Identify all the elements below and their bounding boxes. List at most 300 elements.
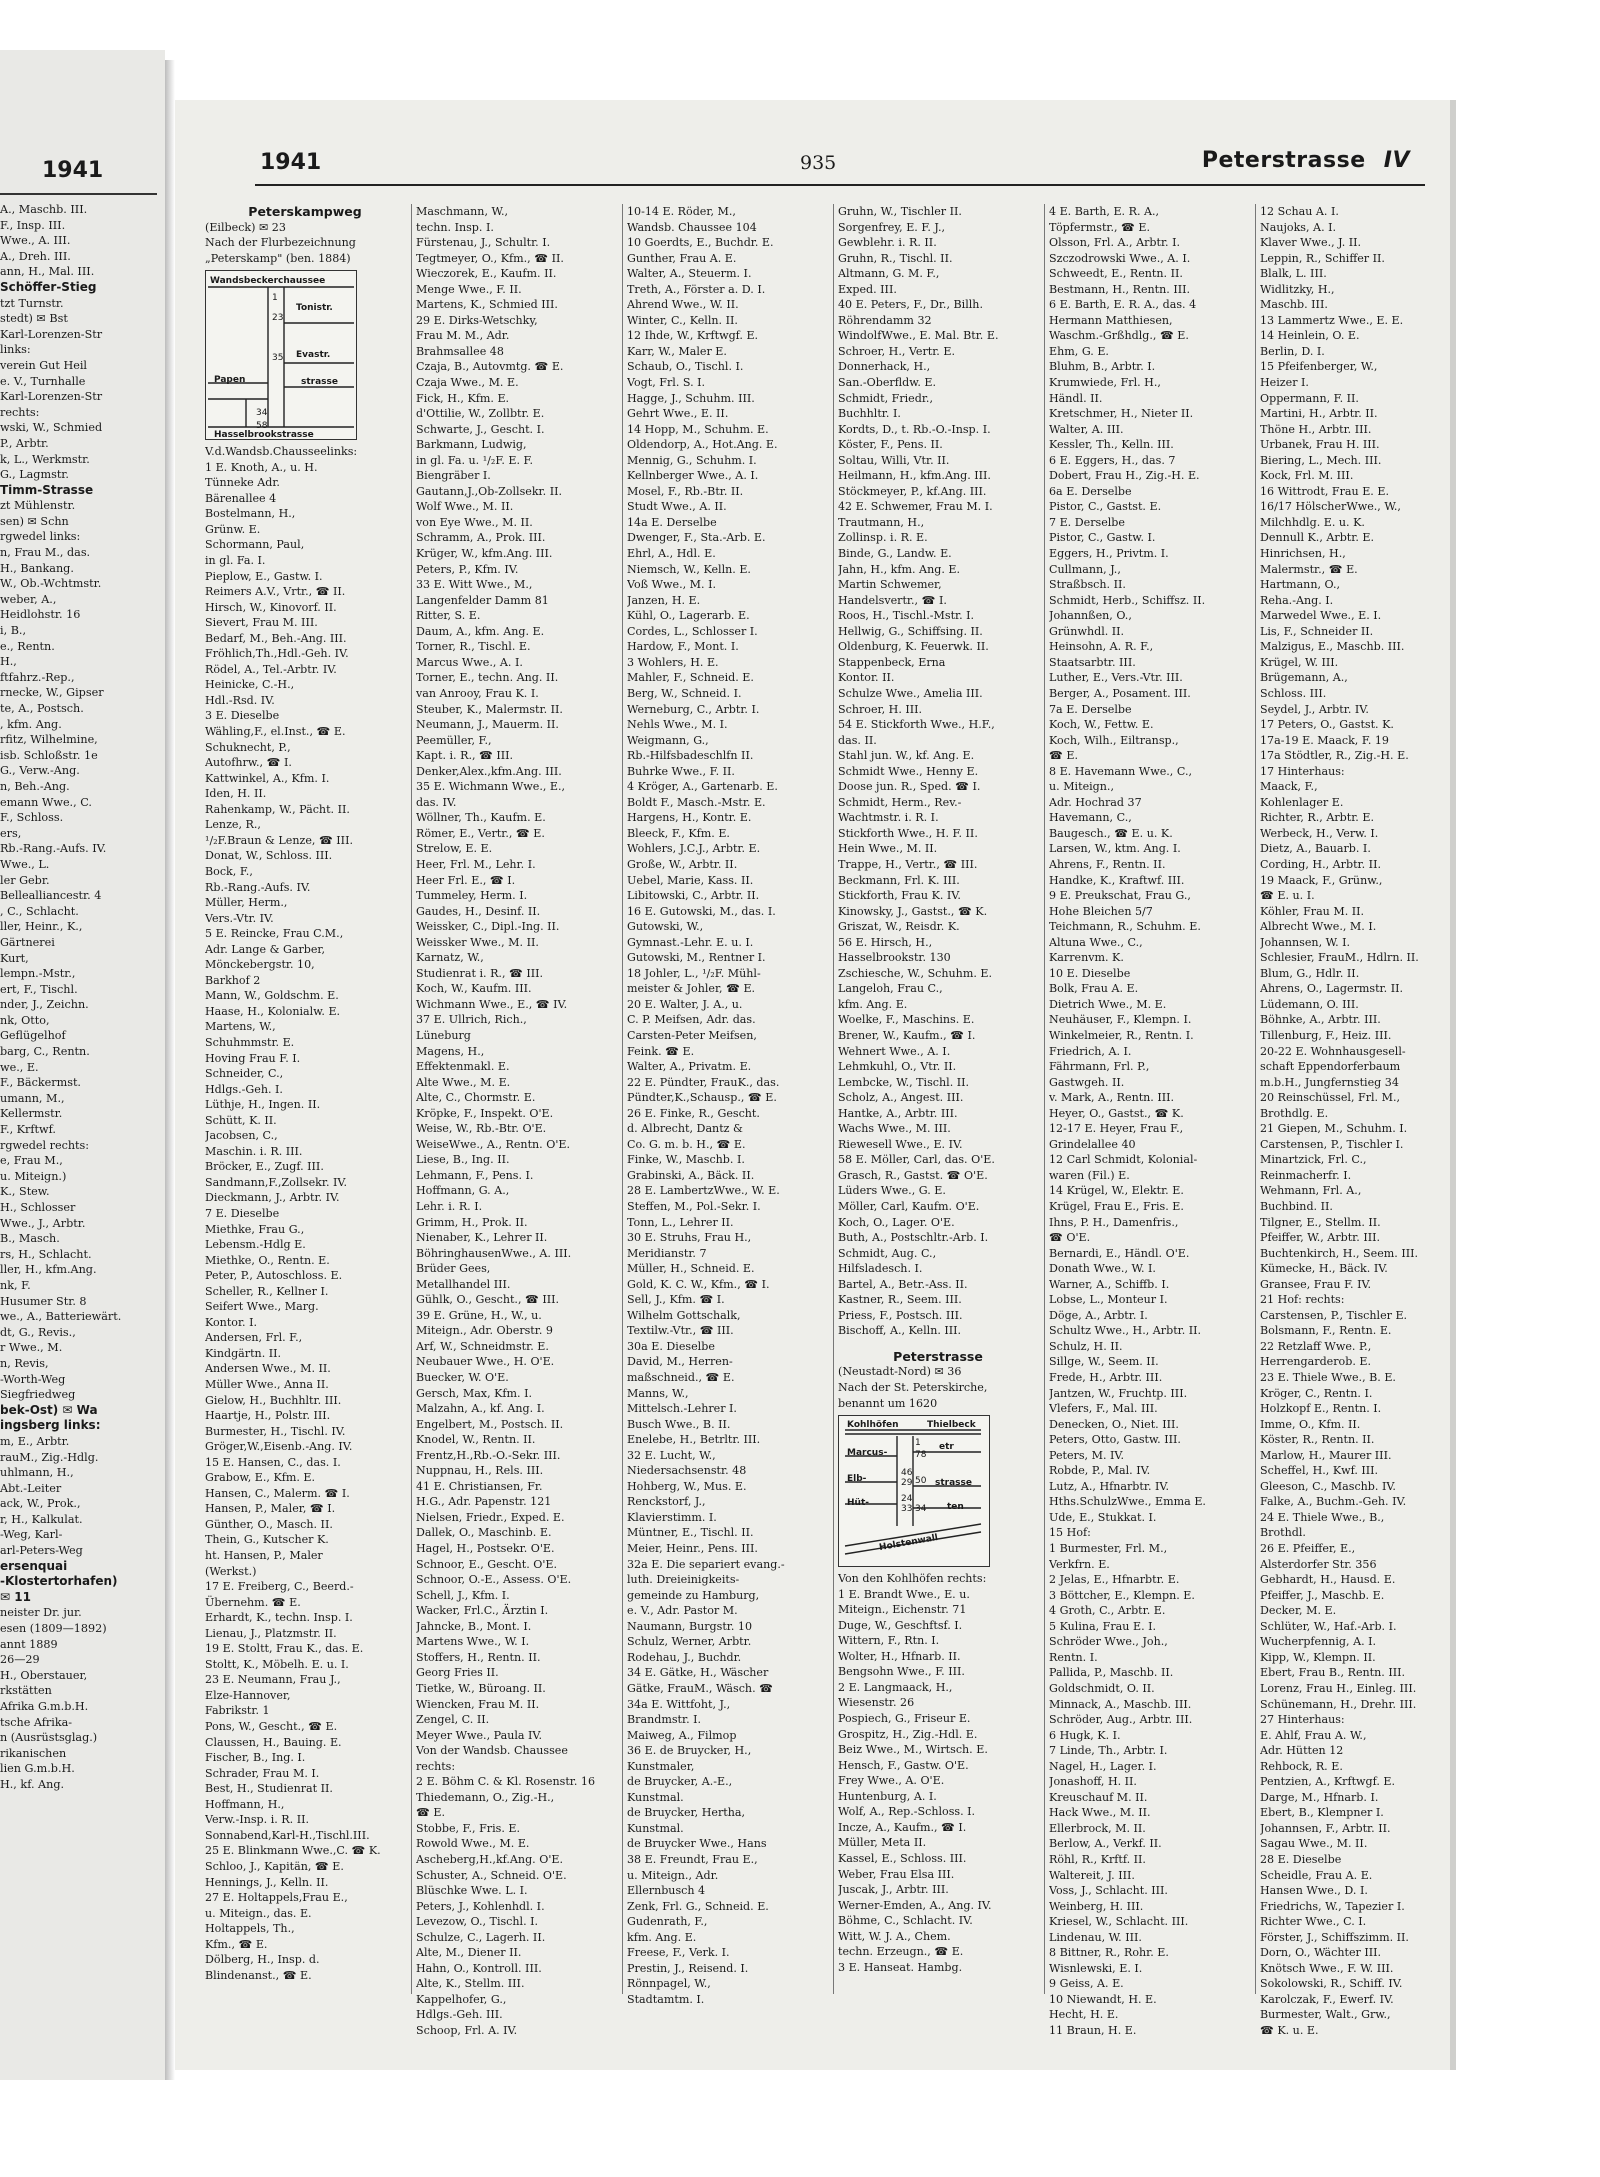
- previous-page-line: sen) ✉ Schn: [0, 514, 69, 528]
- directory-entry: 15 Pfeifenberger, W.,: [1260, 360, 1378, 374]
- directory-entry: Frentz,H.,Rb.-O.-Sekr. III.: [416, 1448, 561, 1462]
- directory-entry: Reha.-Ang. I.: [1260, 593, 1334, 607]
- directory-entry: Pistor, C., Gastw. I.: [1049, 531, 1156, 545]
- directory-entry: 1 E. Knoth, A., u. H.: [205, 460, 318, 474]
- directory-entry: Feink. ☎ E.: [627, 1044, 695, 1058]
- directory-entry: Andersen, Frl. F.,: [205, 1331, 303, 1345]
- directory-entry: Martens, K., Schmied III.: [416, 298, 558, 312]
- directory-entry: Friedrichs, W., Tapezier I.: [1260, 1899, 1405, 1913]
- directory-entry: Alte, C., Chormstr. E.: [416, 1091, 536, 1105]
- directory-entry: Metallhandel III.: [416, 1277, 511, 1291]
- directory-entry: Klaver Wwe., J. II.: [1260, 236, 1362, 250]
- directory-entry: Wucherpfennig, A. I.: [1260, 1635, 1377, 1649]
- directory-entry: 21 Giepen, M., Schuhm. I.: [1260, 1122, 1408, 1136]
- previous-page-line: e. V., Turnhalle: [0, 374, 86, 388]
- previous-page-line: rechts:: [0, 405, 40, 419]
- directory-entry: V.d.Wandsb.Chausseelinks:: [205, 445, 358, 459]
- directory-entry: Adr. Hütten 12: [1260, 1744, 1344, 1758]
- previous-page-line: barg, C., Rentn.: [0, 1045, 90, 1059]
- directory-entry: Bedarf, M., Beh.-Ang. III.: [205, 631, 347, 645]
- previous-page-line: ann, H., Mal. III.: [0, 265, 95, 279]
- previous-page-line: uhlmann, H.,: [0, 1466, 74, 1480]
- directory-entry: Grabinski, A., Bäck. II.: [627, 1168, 755, 1182]
- directory-entry: Stöckmeyer, P., kf.Ang. III.: [838, 484, 987, 498]
- directory-entry: Töpfermstr., ☎ E.: [1049, 220, 1151, 234]
- directory-entry: Gutowski, W.,: [627, 920, 704, 934]
- directory-entry: Kessler, Th., Kelln. III.: [1049, 438, 1174, 452]
- directory-entry: 40 E. Peters, F., Dr., Billh.: [838, 298, 983, 312]
- directory-entry: 3 Wohlers, H. E.: [627, 655, 719, 669]
- directory-entry: Stappenbeck, Erna: [838, 655, 946, 669]
- street-heading-text: Peterstrasse: [893, 1348, 983, 1364]
- previous-page-line: Geflügelhof: [0, 1029, 66, 1043]
- directory-entry: Zollinsp. i. R. E.: [838, 531, 928, 545]
- directory-entry: Gruhn, R., Tischl. II.: [838, 251, 953, 265]
- directory-entry: Kassel, E., Schloss. III.: [838, 1851, 967, 1865]
- directory-entry: Bartel, A., Betr.-Ass. II.: [838, 1277, 968, 1291]
- directory-entry: Lüneburg: [416, 1028, 471, 1042]
- directory-entry: Grünw. E.: [205, 522, 261, 536]
- directory-entry: Grospitz, H., Zig.-Hdl. E.: [838, 1727, 978, 1741]
- map2-street-sketch: [838, 1415, 990, 1567]
- directory-entry: rechts:: [416, 1759, 456, 1773]
- directory-entry: Exped. III.: [838, 282, 897, 296]
- previous-page-line: F., Bäckermst.: [0, 1076, 81, 1090]
- directory-entry: Döge, A., Arbtr. I.: [1049, 1308, 1148, 1322]
- directory-entry: 22 E. Pündter, FrauK., das.: [627, 1075, 780, 1089]
- map-street-label: Kohlhöfen: [847, 1420, 899, 1431]
- directory-entry: kfm. Ang. E.: [627, 1930, 697, 1944]
- directory-entry: ¹/₂F.Braun & Lenze, ☎ III.: [205, 833, 353, 847]
- directory-entry: Schulz, H. II.: [1049, 1339, 1123, 1353]
- directory-entry: Larsen, W., ktm. Ang. I.: [1049, 842, 1181, 856]
- directory-entry: Martens, W.,: [205, 1020, 276, 1034]
- previous-page-line: W., Ob.-Wchtmstr.: [0, 577, 102, 591]
- directory-entry: Wieczorek, E., Kaufm. II.: [416, 267, 557, 281]
- directory-entry: Vlefers, F., Mal. III.: [1049, 1402, 1158, 1416]
- street-heading: [205, 204, 405, 220]
- directory-entry: Tillenburg, F., Heiz. III.: [1260, 1028, 1392, 1042]
- directory-entry: Burmester, Walt., Grw.,: [1260, 2008, 1391, 2022]
- directory-entry: meister & Johler, ☎ E.: [627, 982, 756, 996]
- directory-entry: Ehrl, A., Hdl. E.: [627, 547, 716, 561]
- directory-entry: Jahn, H., kfm. Ang. E.: [838, 562, 960, 576]
- directory-entry: Köster, R., Rentn. II.: [1260, 1433, 1375, 1447]
- directory-entry: 8 E. Havemann Wwe., C.,: [1049, 764, 1192, 778]
- directory-entry: Grimm, H., Prok. II.: [416, 1215, 528, 1229]
- directory-entry: Maschmann, W.,: [416, 205, 509, 218]
- directory-entry: Hargens, H., Kontr. E.: [627, 811, 752, 825]
- directory-entry: Havemann, C.,: [1049, 811, 1132, 825]
- directory-entry: 38 E. Freundt, Frau E.,: [627, 1852, 758, 1866]
- directory-entry: Soltau, Willi, Vtr. II.: [838, 453, 950, 467]
- directory-entry: Beckmann, Frl. K. III.: [838, 873, 960, 887]
- previous-page-line: Kellermstr.: [0, 1107, 63, 1121]
- directory-entry: 10 Niewandt, H. E.: [1049, 1992, 1157, 2006]
- directory-entry: Ritter, S. E.: [416, 609, 481, 623]
- directory-entry: Brahmsallee 48: [416, 344, 504, 358]
- running-head-district: IV: [1383, 148, 1410, 173]
- directory-entry: Holzkopf E., Rentn. I.: [1260, 1402, 1382, 1416]
- directory-entry: Malzigus, E., Maschb. III.: [1260, 640, 1405, 654]
- previous-page-line: ingsberg links:: [0, 1418, 101, 1433]
- directory-entry: Fabrikstr. 1: [205, 1704, 270, 1718]
- directory-entry: Wiesenstr. 26: [838, 1696, 915, 1710]
- directory-entry: Kindgärtn. II.: [205, 1346, 282, 1360]
- directory-entry: 18 Johler, L., ¹/₂F. Mühl-: [627, 966, 761, 980]
- directory-entry: Müller Wwe., Anna II.: [205, 1378, 329, 1391]
- directory-entry: Pons, W., Gescht., ☎ E.: [205, 1720, 338, 1734]
- directory-entry: Gunther, Frau A. E.: [627, 251, 737, 265]
- directory-entry: Rahenkamp, W., Pächt. II.: [205, 802, 350, 816]
- directory-entry: Gühlk, O., Gescht., ☎ III.: [416, 1293, 560, 1307]
- directory-entry: Winkelmeier, R., Rentn. I.: [1049, 1028, 1194, 1042]
- directory-entry: Weise, W., Rb.-Btr. O'E.: [416, 1122, 547, 1136]
- directory-entry: 7a E. Derselbe: [1049, 702, 1132, 716]
- directory-entry: Nuppnau, H., Rels. III.: [416, 1464, 544, 1478]
- directory-entry: 30 E. Struhs, Frau H.,: [627, 1231, 752, 1245]
- previous-page-line: esen (1809—1892): [0, 1622, 107, 1636]
- directory-entry: Lutz, A., Hfnarbtr. IV.: [1049, 1479, 1169, 1493]
- section-spacer: [838, 1339, 1038, 1349]
- directory-entry: Lienau, J., Platzmstr. II.: [205, 1626, 337, 1640]
- previous-page-line: ller, Heinr., K.,: [0, 920, 83, 934]
- directory-entry: Staatsarbtr. III.: [1049, 655, 1136, 669]
- directory-entry: 17 Peters, O., Gastst. K.: [1260, 718, 1394, 732]
- directory-entry: 4 Kröger, A., Gartenarb. E.: [627, 780, 778, 794]
- directory-entry: 17a-19 E. Maack, F. 19: [1260, 733, 1389, 747]
- directory-entry: Hilfsladesch. I.: [838, 1262, 923, 1276]
- map-street-label: Marcus-: [847, 1448, 888, 1459]
- directory-entry: van Anrooy, Frau K. I.: [416, 686, 539, 700]
- directory-entry: Schrader, Frau M. I.: [205, 1766, 320, 1780]
- directory-entry: Brandmstr. I.: [627, 1713, 702, 1727]
- directory-entry: Heer Frl. E., ☎ I.: [416, 873, 516, 887]
- previous-page-line: ler Gebr.: [0, 873, 50, 887]
- directory-entry: Dobert, Frau H., Zig.-H. E.: [1049, 469, 1200, 483]
- directory-entry: Dennull K., Arbtr. E.: [1260, 531, 1375, 545]
- directory-entry: 58 E. Möller, Carl, das. O'E.: [838, 1153, 995, 1167]
- directory-entry: ☎ K. u. E.: [1260, 2023, 1319, 2037]
- directory-entry: Schweedt, E., Rentn. II.: [1049, 267, 1183, 281]
- directory-entry: 10 Goerdts, E., Buchdr. E.: [627, 236, 774, 250]
- directory-entry: Wohlers, J.C.J., Arbtr. E.: [627, 842, 761, 856]
- directory-entry: Mönckebergstr. 10,: [205, 958, 315, 972]
- column-2: [416, 204, 616, 2039]
- map-house-number: 33: [901, 1504, 913, 1515]
- previous-page-line: H., Schlosser: [0, 1201, 76, 1214]
- directory-entry: Johannsen, W. I.: [1260, 935, 1351, 949]
- directory-entry: Kipp, W., Klempn. II.: [1260, 1650, 1376, 1664]
- map-street-label: Holstenwall: [878, 1533, 939, 1554]
- previous-page-line: Afrika G.m.b.H.: [0, 1700, 89, 1713]
- previous-page-line: nk, F.: [0, 1278, 31, 1292]
- directory-entry: Iden, H. II.: [205, 787, 267, 801]
- directory-entry: Nehls Wwe., M. I.: [627, 718, 728, 732]
- directory-entry: u. Miteign., Adr.: [627, 1868, 719, 1882]
- directory-entry: Hein Wwe., M. II.: [838, 842, 938, 856]
- map-house-number: 35: [272, 353, 284, 364]
- directory-entry: Scholz, A., Angest. III.: [838, 1091, 964, 1105]
- directory-entry: 32a E. Die separiert evang.-: [627, 1557, 785, 1571]
- directory-entry: Rentn. I.: [1049, 1650, 1098, 1664]
- directory-entry: Kröpke, F., Inspekt. O'E.: [416, 1106, 554, 1120]
- directory-entry: Levezow, O., Tischl. I.: [416, 1915, 539, 1929]
- directory-entry: Langeloh, Frau C.,: [838, 982, 943, 996]
- directory-entry: Heinicke, C.-H.,: [205, 678, 295, 692]
- directory-entry: 14 Heinlein, O. E.: [1260, 329, 1360, 343]
- directory-entry: Barkmann, Ludwig,: [416, 438, 527, 452]
- directory-entry: Jacobsen, C.,: [205, 1129, 278, 1143]
- directory-entry: 16 E. Gutowski, M., das. I.: [627, 904, 776, 918]
- directory-entry: Stahl jun. W., kf. Ang. E.: [838, 749, 975, 763]
- directory-entry: Autofhrw., ☎ I.: [205, 756, 292, 770]
- directory-entry: 26 E. Pfeiffer, E.,: [1260, 1542, 1356, 1556]
- directory-entry: 12-17 E. Heyer, Frau F.,: [1049, 1122, 1184, 1136]
- directory-entry: Schulze, C., Lagerh. II.: [416, 1930, 546, 1944]
- directory-entry: 25 E. Blinkmann Wwe.,C. ☎ K.: [205, 1844, 381, 1858]
- directory-entry: Tegtmeyer, O., Kfm., ☎ II.: [416, 251, 564, 265]
- directory-entry: Alte, M., Diener II.: [416, 1946, 522, 1960]
- directory-entry: Thiedemann, O., Zig.-H.,: [416, 1790, 555, 1804]
- directory-entry: Tilgner, E., Stellm. II.: [1260, 1215, 1381, 1229]
- directory-entry: Adr. Lange & Garber,: [205, 942, 326, 956]
- directory-entry: 15 Hof:: [1049, 1526, 1091, 1540]
- directory-entry: Johannßen, O.,: [1049, 609, 1132, 623]
- directory-entry: v. Mark, A., Rentn. III.: [1049, 1091, 1175, 1105]
- previous-page-line: n, Revis,: [0, 1356, 49, 1370]
- directory-entry: 4 E. Barth, E. R. A.,: [1049, 205, 1160, 218]
- previous-page-line: neister Dr. jur.: [0, 1606, 82, 1620]
- directory-entry: Jahncke, B., Mont. I.: [416, 1619, 532, 1633]
- directory-entry: Burmester, H., Tischl. IV.: [205, 1424, 346, 1438]
- directory-entry: Andersen Wwe., M. II.: [205, 1362, 331, 1376]
- page-edge: [1450, 100, 1456, 2070]
- directory-entry: Meier, Heinr., Pens. III.: [627, 1542, 758, 1556]
- previous-page-line: n (Ausrüstsglag.): [0, 1731, 98, 1745]
- directory-entry: Gersch, Max, Kfm. I.: [416, 1386, 532, 1400]
- directory-entry: Nach der St. Peterskirche,: [838, 1381, 988, 1395]
- directory-entry: Ellerbrock, M. II.: [1049, 1821, 1146, 1835]
- directory-entry: e. V., Adr. Pastor M.: [627, 1604, 738, 1618]
- directory-entry: Ihns, P. H., Damenfris.,: [1049, 1215, 1179, 1229]
- directory-entry: Effektenmakl. E.: [416, 1060, 510, 1074]
- directory-entry: Wandsb. Chaussee 104: [627, 220, 757, 234]
- directory-entry: Karr, W., Maler E.: [627, 344, 727, 358]
- directory-entry: Fährmann, Frl. P.,: [1049, 1060, 1150, 1074]
- directory-entry: de Bruycker, Hertha,: [627, 1806, 745, 1820]
- directory-entry: Czaja, B., Autovmtg. ☎ E.: [416, 360, 564, 374]
- previous-page-line: dt, G., Revis.,: [0, 1325, 76, 1339]
- previous-page-line: n, Beh.-Ang.: [0, 779, 70, 793]
- directory-entry: Römer, E., Vertr., ☎ E.: [416, 826, 545, 840]
- directory-entry: das. IV.: [416, 795, 457, 809]
- directory-entry: 23 E. Thiele Wwe., B. E.: [1260, 1371, 1396, 1385]
- directory-entry: Sokolowski, R., Schiff. IV.: [1260, 1977, 1403, 1991]
- directory-entry: Georg Fries II.: [416, 1666, 499, 1680]
- directory-entry: u. Miteign.,: [1049, 780, 1114, 794]
- directory-entry: Karnatz, W.,: [416, 951, 484, 965]
- directory-entry: Langenfelder Damm 81: [416, 593, 549, 607]
- directory-entry: Scheffel, H., Kwf. III.: [1260, 1464, 1379, 1478]
- previous-page-line: rs, H., Schlacht.: [0, 1247, 92, 1261]
- directory-entry: Möller, Carl, Kaufm. O'E.: [838, 1200, 980, 1213]
- directory-entry: 17a Stödtler, R., Zig.-H. E.: [1260, 749, 1409, 763]
- directory-entry: Johannsen, F., Arbtr. II.: [1260, 1821, 1391, 1835]
- directory-entry: Mann, W., Goldschm. E.: [205, 989, 339, 1003]
- previous-page-line: , C., Schlacht.: [0, 904, 79, 918]
- previous-page-line: H., Bankang.: [0, 561, 74, 575]
- previous-page-line: Wwe., L.: [0, 857, 50, 871]
- directory-entry: Koch, W., Kaufm. III.: [416, 982, 532, 996]
- previous-page-line: Wwe., A. III.: [0, 234, 71, 248]
- directory-entry: Schmidt, Aug. C.,: [838, 1246, 937, 1260]
- previous-page-line: H., Oberstauer,: [0, 1668, 88, 1682]
- previous-page-line: -Worth-Weg: [0, 1372, 66, 1386]
- directory-entry: Wehmann, Frl. A.,: [1260, 1184, 1362, 1198]
- directory-entry: Buchbind. II.: [1260, 1200, 1333, 1213]
- directory-entry: gemeinde zu Hamburg,: [627, 1588, 760, 1602]
- directory-entry: Knodel, W., Rentn. II.: [416, 1433, 536, 1447]
- directory-entry: Alsterdorfer Str. 356: [1260, 1557, 1377, 1571]
- directory-entry: Winter, C., Kelln. II.: [627, 313, 738, 327]
- directory-entry: Schröder Wwe., Joh.,: [1049, 1635, 1168, 1649]
- directory-entry: Finke, W., Maschb. I.: [627, 1153, 745, 1167]
- directory-entry: Hasselbrookstr. 130: [838, 951, 951, 965]
- directory-entry: Wolter, H., Hfnarb. II.: [838, 1649, 961, 1663]
- directory-entry: Rödel, A., Tel.-Arbtr. IV.: [205, 662, 337, 676]
- directory-entry: Scheidle, Frau A. E.: [1260, 1868, 1373, 1882]
- previous-page-line: verein Gut Heil: [0, 358, 87, 372]
- previous-page-line: ack, W., Prok.,: [0, 1497, 81, 1511]
- map-street-label: strasse: [301, 377, 338, 388]
- previous-page-line: ftfahrz.-Rep.,: [0, 670, 75, 684]
- directory-entry: Miethke, O., Rentn. E.: [205, 1253, 330, 1267]
- directory-entry: Steuber, K., Malermstr. II.: [416, 702, 563, 716]
- directory-entry: Peters, J., Kohlenhdl. I.: [416, 1899, 545, 1913]
- directory-entry: Sonnabend,Karl-H.,Tischl.III.: [205, 1828, 370, 1842]
- directory-entry: Schuster, A., Schneid. O'E.: [416, 1868, 567, 1882]
- directory-entry: Hdlgs.-Geh. I.: [205, 1082, 283, 1096]
- directory-entry: Carstensen, P., Tischler I.: [1260, 1137, 1404, 1151]
- previous-page-line: lien G.m.b.H.: [0, 1762, 75, 1776]
- directory-entry: Elze-Hannover,: [205, 1688, 291, 1702]
- directory-entry: 13 Lammertz Wwe., E. E.: [1260, 313, 1404, 327]
- directory-entry: Steffen, M., Pol.-Sekr. I.: [627, 1200, 761, 1213]
- directory-entry: Waltereit, J. III.: [1049, 1868, 1135, 1882]
- previous-page-line: Karl-Lorenzen-Str: [0, 390, 103, 404]
- directory-entry: BöhringhausenWwe., A. III.: [416, 1246, 572, 1260]
- directory-entry: Martens Wwe., W. I.: [416, 1635, 530, 1649]
- directory-entry: Rb.-Rang.-Aufs. IV.: [205, 880, 311, 894]
- directory-entry: Friedrich, A. I.: [1049, 1044, 1132, 1058]
- directory-entry: Imme, O., Kfm. II.: [1260, 1417, 1361, 1431]
- directory-entry: Schroer, H. III.: [838, 702, 923, 716]
- directory-entry: Verkfrn. E.: [1049, 1557, 1110, 1571]
- directory-entry: Schmidt, Herb., Schiffsz. II.: [1049, 593, 1206, 607]
- directory-entry: Manns, W.,: [627, 1386, 689, 1400]
- directory-entry: Pistor, C., Gastst. E.: [1049, 500, 1162, 514]
- previous-page-line: ller, H., kfm.Ang.: [0, 1263, 97, 1277]
- directory-entry: Seydel, J., Arbtr. IV.: [1260, 702, 1369, 716]
- previous-page-line: G., Lagmstr.: [0, 468, 69, 482]
- directory-entry: Blalk, L. III.: [1260, 267, 1327, 281]
- directory-entry: Köster, F., Pens. II.: [838, 438, 943, 452]
- directory-entry: Wacker, Frl.C., Ärztin I.: [416, 1604, 549, 1618]
- directory-entry: Neumann, J., Mauerm. II.: [416, 718, 559, 732]
- directory-entry: Co. G. m. b. H., ☎ E.: [627, 1137, 746, 1151]
- previous-page-line: u. Miteign.): [0, 1169, 67, 1183]
- book-gutter: [165, 60, 175, 2080]
- map-street-label: Evastr.: [296, 350, 331, 361]
- directory-entry: Reimers A.V., Vrtr., ☎ II.: [205, 585, 346, 599]
- directory-entry: Brothdlg. E.: [1260, 1106, 1329, 1120]
- directory-entry: Busch Wwe., B. II.: [627, 1417, 731, 1431]
- directory-entry: Ebert, Frau B., Rentn. III.: [1260, 1666, 1405, 1680]
- directory-entry: Arf, W., Schneidmstr. E.: [416, 1339, 549, 1353]
- directory-entry: 19 E. Stoltt, Frau K., das. E.: [205, 1642, 364, 1656]
- directory-entry: Grünwhdl. II.: [1049, 624, 1125, 638]
- column-divider: [1255, 204, 1256, 1994]
- map-street-label: Tonistr.: [296, 303, 333, 314]
- directory-entry: Walter, A., Steuerm. I.: [627, 267, 752, 281]
- directory-entry: 3 Böttcher, E., Klempn. E.: [1049, 1588, 1195, 1602]
- directory-entry: Goldschmidt, O. II.: [1049, 1681, 1155, 1695]
- directory-entry: Bernardi, E., Händl. O'E.: [1049, 1246, 1190, 1260]
- directory-entry: Lembcke, W., Tischl. II.: [838, 1075, 970, 1089]
- directory-entry: Ellernbusch 4: [627, 1884, 706, 1898]
- directory-entry: Schultz Wwe., H., Arbtr. II.: [1049, 1324, 1202, 1338]
- directory-entry: Bengsohn Wwe., F. III.: [838, 1665, 965, 1679]
- directory-entry: 10 E. Dieselbe: [1049, 966, 1131, 980]
- directory-entry: Lüders Wwe., G. E.: [838, 1184, 946, 1198]
- previous-page-line: K., Stew.: [0, 1185, 50, 1199]
- directory-entry: WindolfWwe., E. Mal. Btr. E.: [838, 329, 999, 343]
- previous-page-fragment: [0, 50, 165, 2080]
- directory-entry: 56 E. Hirsch, H.,: [838, 935, 933, 949]
- directory-entry: Lehr. i. R. I.: [416, 1200, 483, 1213]
- directory-entry: Freese, F., Verk. I.: [627, 1946, 730, 1960]
- directory-entry: Lorenz, Frau H., Einleg. III.: [1260, 1681, 1417, 1695]
- directory-entry: Tünneke Adr.: [205, 476, 280, 490]
- directory-entry: 14 Krügel, W., Elektr. E.: [1049, 1184, 1184, 1198]
- previous-page-line: -Weg, Karl-: [0, 1528, 63, 1542]
- directory-entry: Minnack, A., Maschb. III.: [1049, 1697, 1192, 1711]
- directory-entry: 1 E. Brandt Wwe., E. u.: [838, 1587, 970, 1601]
- directory-entry: Duge, W., Geschftsf. I.: [838, 1618, 963, 1632]
- previous-page-line: m, E., Arbtr.: [0, 1434, 70, 1448]
- directory-entry: Berlin, D. I.: [1260, 344, 1325, 358]
- directory-entry: Fürstenau, J., Schultr. I.: [416, 236, 551, 250]
- directory-entry: Rowold Wwe., M. E.: [416, 1837, 530, 1851]
- directory-entry: Peters, P., Kfm. IV.: [416, 562, 519, 576]
- directory-entry: 28 E. LambertzWwe., W. E.: [627, 1184, 780, 1198]
- directory-entry: Griszat, W., Reisdr. K.: [838, 920, 960, 934]
- directory-entry: Biengräber I.: [416, 469, 491, 483]
- previous-page-line: r Wwe., M.: [0, 1341, 63, 1355]
- directory-entry: Schwarte, J., Gescht. I.: [416, 422, 545, 436]
- directory-entry: Barkhof 2: [205, 973, 261, 987]
- previous-page-line: ✉ 11: [0, 1589, 31, 1604]
- directory-entry: de Bruycker, A.-E.,: [627, 1775, 733, 1789]
- directory-entry: 37 E. Ullrich, Rich.,: [416, 1013, 527, 1027]
- directory-entry: Hagel, H., Postsekr. O'E.: [416, 1542, 555, 1556]
- directory-entry: Alte, K., Stellm. III.: [416, 1977, 525, 1991]
- directory-entry: Knötsch Wwe., F. W. III.: [1260, 1961, 1394, 1975]
- directory-entry: Blum, G., Hdlr. II.: [1260, 966, 1360, 980]
- directory-entry: 27 Hinterhaus:: [1260, 1713, 1345, 1727]
- directory-entry: Hack Wwe., M. II.: [1049, 1806, 1151, 1820]
